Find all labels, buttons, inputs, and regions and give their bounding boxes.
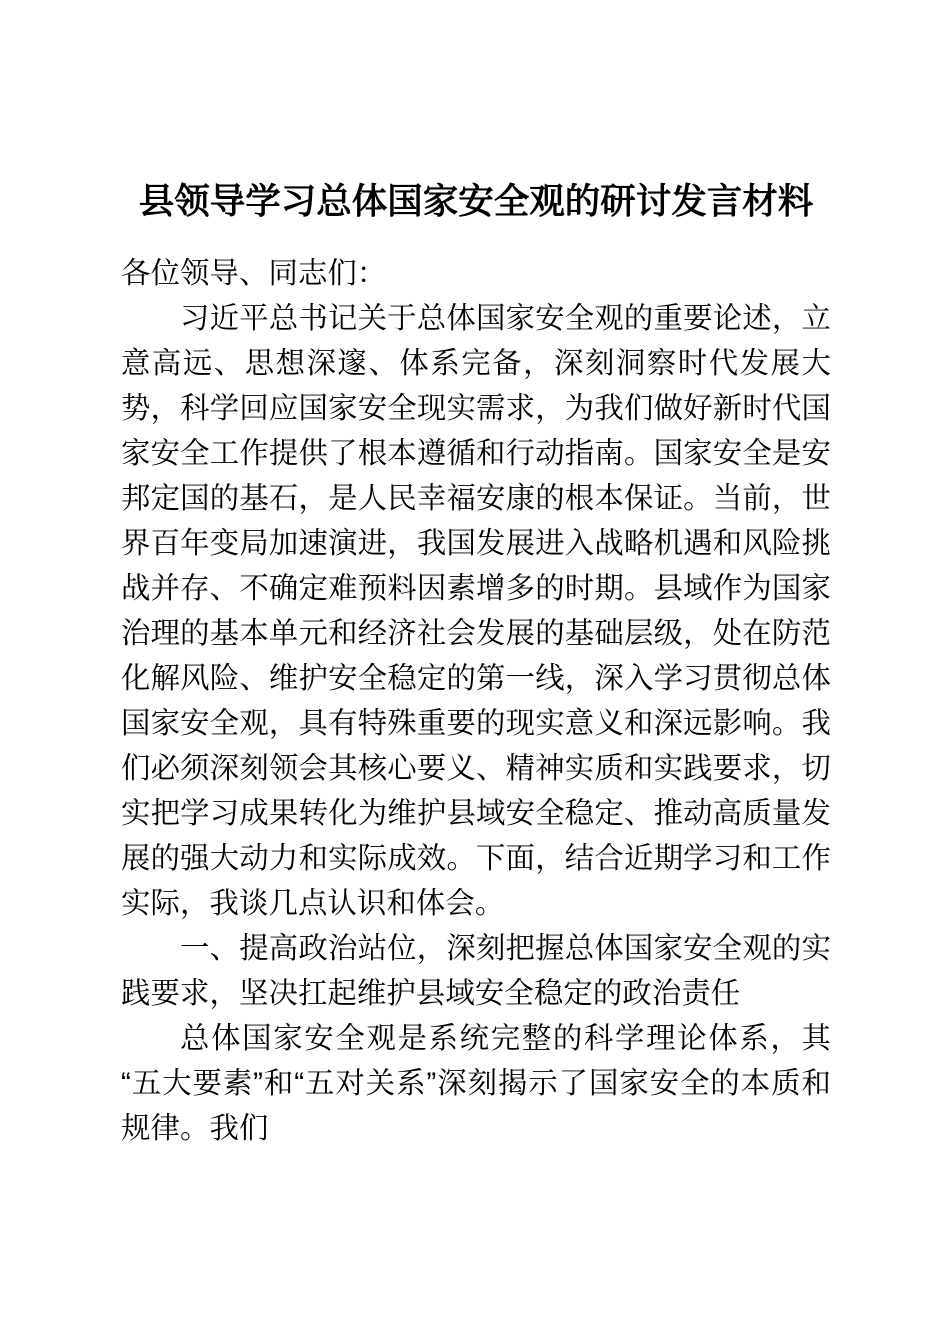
title-bottom-gap <box>121 224 831 251</box>
paragraph-section-one-body: 总体国家安全观是系统完整的科学理论体系，其“五大要素”和“五对关系”深刻揭示了国家安全的本质和规律。我们 <box>121 1022 831 1145</box>
page-title: 县领导学习总体国家安全观的研讨发言材料 <box>138 181 814 221</box>
salutation: 各位领导、同志们： <box>121 257 387 290</box>
document-body <box>121 0 831 1151</box>
top-margin-spacer <box>121 0 831 178</box>
section-heading-one: 一、提高政治站位，深刻把握总体国家安全观的实践要求，坚决扛起维护县域安全稳定的政治责任 <box>121 932 831 1010</box>
paragraph-opening: 习近平总书记关于总体国家安全观的重要论述，立意高远、思想深邃、体系完备，深刻洞察时代发展大势，科学回应国家安全现实需求，为我们做好新时代国家安全工作提供了根本遵循和行动指南。国家安全是安邦定国的基石，是人民幸福安康的根本保证。当前，世界百年变局加速演进，我国发展进入战略机遇和风险挑战并存、不确定难预料因素增多的时期。县域作为国家治理的基本单元和经济社会发展的基础层级，处在防范化解风险、维护安全稳定的第一线，深入学习贯彻总体国家安全观，具有特殊重要的现实意义和深远影响。我们必须深刻领会其核心要义、精神实质和实践要求，切实把学习成果转化为维护县域安全稳定、推动高质量发展的强大动力和实际成效。下面，结合近期学习和工作实际，我谈几点认识和体会。 <box>121 302 831 920</box>
